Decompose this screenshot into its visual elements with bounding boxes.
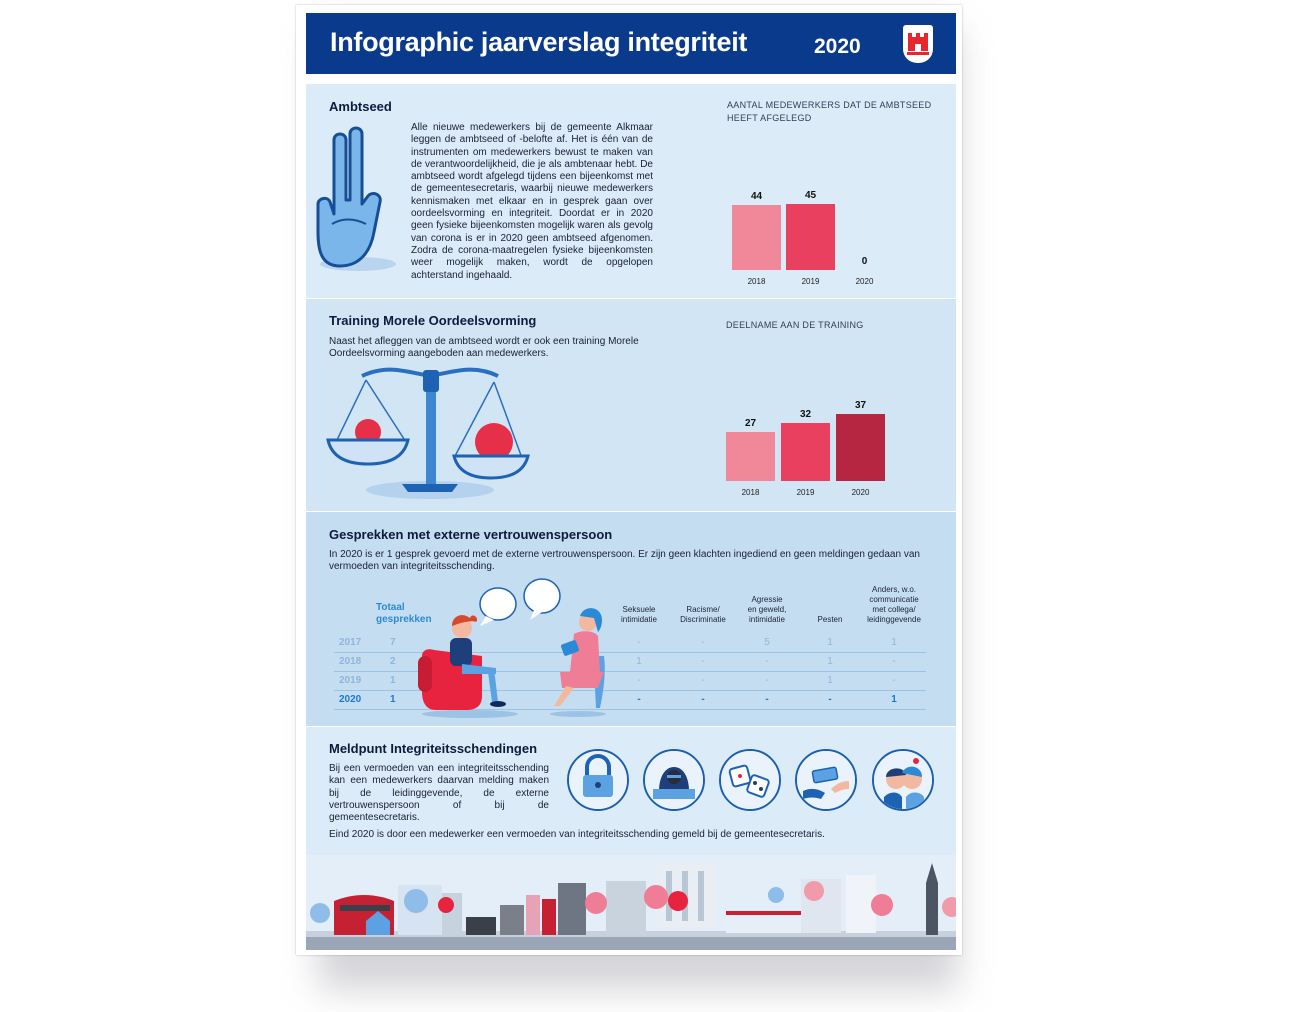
chart1-title: AANTAL MEDEWERKERS DAT DE AMBTSEED HEEFT AFGELEGD	[727, 100, 932, 123]
row-total: 7	[390, 637, 396, 648]
table-cell: -	[765, 675, 769, 686]
meldpunt-heading: Meldpunt Integriteitsschendingen	[329, 741, 538, 756]
chart-value-label: 27	[744, 418, 757, 429]
ambtseed-heading: Ambtseed	[329, 99, 392, 114]
row-total: 1	[390, 675, 396, 686]
table-column-header: Anders, w.o. communicatie met collega/ leidinggevende	[867, 585, 921, 624]
table-cell: -	[892, 656, 896, 667]
chart-value-label: 37	[854, 400, 867, 411]
chart-value-label: 0	[861, 256, 868, 267]
ambtseed-text: Alle nieuwe medewerkers bij de gemeente Alkmaar leggen de ambtseed of -belofte af. Het is één van de instrumenten om medewerkers bewust te maken van de verantwoordelijkheid, die je als ambtenaar hebt. De ambtseed wordt afgelegd tijdens een bijeenkomst met de gemeentesecretaris, waarbij nieuwe medewerkers kennismaken met elkaar en in gesprek gaan over oordeelsvorming en integriteit. Doordat er in 2020 geen fysieke bijeenkomsten mogelijk waren als gevolg van corona is er in 2020 geen ambtseed afgenomen. Zodra de corona-maatregelen fysieke bijeenkomsten weer mogelijk maken, wordt de opgelopen achterstand ingehaald.	[411, 122, 653, 281]
table-column-header: Agressie en geweld, intimidatie	[747, 595, 787, 624]
row-year: 2018	[339, 656, 362, 667]
gesprekken-text: In 2020 is er 1 gesprek gevoerd met de externe vertrouwenspersoon. Er zijn geen klachten ingediend en geen meldingen gedaan van vermoeden van integriteitsschending.	[329, 549, 920, 573]
table-cell: 5	[764, 637, 770, 648]
conversation-illustration	[410, 576, 620, 718]
chart-category-label: 2019	[796, 488, 815, 497]
training-text: Naast het afleggen van de ambtseed wordt er ook een training Morele Oordeelsvorming aangeboden aan medewerkers.	[329, 336, 639, 360]
chart-bar	[786, 204, 835, 270]
table-cell: -	[701, 675, 705, 686]
row-year: 2020	[339, 694, 362, 705]
chart-category-label: 2018	[747, 277, 766, 286]
table-cell: -	[701, 637, 705, 648]
city-skyline-illustration	[306, 855, 956, 950]
table-cell: -	[765, 694, 769, 705]
table-cell: -	[637, 694, 641, 705]
chart-category-label: 2018	[741, 488, 760, 497]
chart-category-label: 2019	[801, 277, 820, 286]
municipality-logo	[903, 25, 933, 63]
table-cell: 1	[636, 656, 642, 667]
table-cell: 1	[827, 675, 833, 686]
chart-category-label: 2020	[851, 488, 870, 497]
table-column-header: Seksuele intimidatie	[620, 605, 657, 624]
total-header-line-2: gesprekken	[376, 614, 432, 625]
row-year: 2017	[339, 637, 362, 648]
table-cell: 1	[891, 694, 897, 705]
row-year: 2019	[339, 675, 362, 686]
oath-hand-icon	[312, 124, 404, 274]
row-total: 1	[390, 694, 396, 705]
chart-value-label: 44	[750, 191, 763, 202]
table-cell: -	[765, 656, 769, 667]
chart-bar	[781, 423, 830, 481]
chart-value-label: 45	[804, 190, 817, 201]
bribe-icon	[795, 749, 857, 811]
meldpunt-text: Bij een vermoeden van een integriteitsschending kan een medewerkers daarvan melding maken bij de leidinggevende, de externe vertrouwenspersoon of bij de gemeentesecretaris.	[329, 763, 549, 824]
hacker-icon	[643, 749, 705, 811]
dice-icon	[719, 749, 781, 811]
table-cell: -	[828, 694, 832, 705]
chart-bar	[836, 414, 885, 481]
total-header-line-1: Totaal	[376, 602, 405, 613]
row-total: 2	[390, 656, 396, 667]
chart2-title: DEELNAME AAN DE TRAINING	[726, 320, 864, 330]
table-cell: -	[637, 675, 641, 686]
table-cell: -	[701, 694, 705, 705]
chart-bar	[726, 432, 775, 481]
table-cell: 1	[827, 637, 833, 648]
meldpunt-footer: Eind 2020 is door een medewerker een vermoeden van integriteitsschending gemeld bij de gemeentesecretaris.	[329, 829, 825, 840]
page-title: Infographic jaarverslag integriteit	[330, 27, 748, 57]
table-cell: -	[892, 675, 896, 686]
table-column-header: Racisme/ Discriminatie	[680, 605, 726, 624]
scales-icon	[322, 366, 532, 502]
gesprekken-heading: Gesprekken met externe vertrouwenspersoon	[329, 527, 613, 542]
table-cell: -	[701, 656, 705, 667]
chart-value-label: 32	[799, 409, 812, 420]
header-bar	[306, 13, 956, 74]
lock-icon	[567, 749, 629, 811]
page-year: 2020	[814, 35, 861, 58]
chart-category-label: 2020	[855, 277, 874, 286]
training-heading: Training Morele Oordeelsvorming	[329, 313, 537, 328]
table-column-header: Pesten	[817, 615, 843, 624]
table-cell: -	[637, 637, 641, 648]
kiss-icon	[872, 749, 934, 811]
table-cell: 1	[827, 656, 833, 667]
table-cell: 1	[891, 637, 897, 648]
chart-bar	[732, 205, 781, 270]
